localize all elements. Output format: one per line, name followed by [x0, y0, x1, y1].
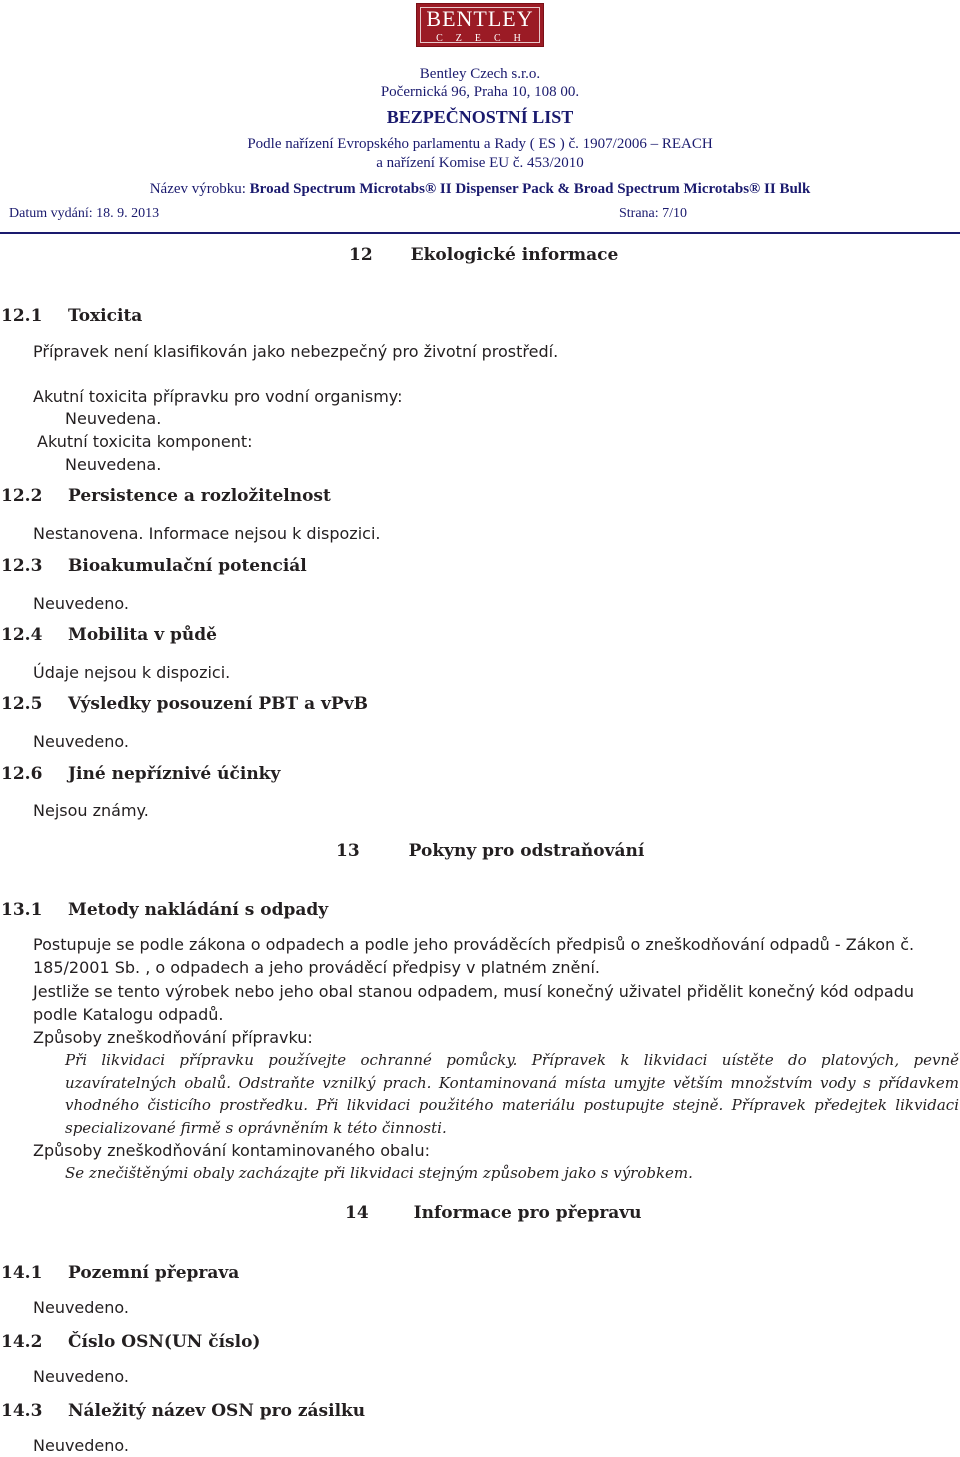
subsection-12-1-heading — [1, 306, 143, 326]
other-effects-text: Nejsou známy. — [33, 801, 149, 820]
bentley-logo — [416, 3, 544, 47]
header-divider — [0, 232, 960, 234]
product-name: Broad Spectrum Microtabs® II Dispenser Pack & Broad Spectrum Microtabs® II Bulk — [249, 181, 811, 197]
subsection-12-4-heading — [1, 625, 217, 645]
subsection-title: Metody nakládání s odpady — [68, 900, 329, 920]
subsection-title: Persistence a rozložitelnost — [68, 486, 331, 506]
section-13-title: Pokyny pro odstraňování — [408, 841, 645, 861]
un-number-text: Neuvedeno. — [33, 1367, 129, 1386]
subsection-title: Mobilita v půdě — [68, 625, 217, 645]
page-number: Strana: 7/10 — [619, 206, 688, 221]
section-12-title: Ekologické informace — [410, 245, 619, 265]
subsection-number: 13.1 — [1, 900, 43, 920]
disposal-law-paragraph: Postupuje se podle zákona o odpadech a podle jeho prováděcích předpisů o zneškodňování odpadů - Zákon č. 185/2001 Sb. , o odpadech a jeho prováděcí předpisy v platném znění. — [33, 935, 915, 977]
product-disposal-label: Způsoby zneškodňování přípravku: — [33, 1028, 313, 1047]
subsection-title: Náležitý název OSN pro zásilku — [68, 1401, 366, 1421]
mobility-text: Údaje nejsou k dispozici. — [33, 663, 231, 682]
acute-toxicity-aquatic-value: Neuvedena. — [65, 409, 162, 428]
subsection-12-6-heading — [1, 764, 281, 784]
company-name: Bentley Czech s.r.o. — [419, 66, 541, 82]
subsection-12-2-heading — [1, 486, 331, 506]
subsection-14-2-heading — [1, 1332, 261, 1352]
issue-date: Datum vydání: 18. 9. 2013 — [9, 206, 160, 221]
packaging-disposal-label: Způsoby zneškodňování kontaminovaného obalu: — [33, 1141, 430, 1160]
section-14-title: Informace pro přepravu — [413, 1203, 642, 1223]
subsection-14-1-heading — [1, 1263, 240, 1283]
subsection-number: 12.2 — [1, 486, 43, 506]
acute-toxicity-aquatic-label: Akutní toxicita přípravku pro vodní organismy: — [33, 387, 403, 406]
acute-toxicity-components-label: Akutní toxicita komponent: — [37, 432, 253, 451]
section-14-heading — [345, 1203, 642, 1223]
subsection-12-5-heading — [1, 694, 368, 714]
subsection-number: 14.3 — [1, 1401, 43, 1421]
subsection-title: Jiné nepříznivé účinky — [68, 764, 281, 784]
subsection-title: Výsledky posouzení PBT a vPvB — [68, 694, 368, 714]
subsection-title: Bioakumulační potenciál — [68, 556, 307, 576]
subsection-13-1-heading — [1, 900, 329, 920]
waste-code-paragraph: Jestliže se tento výrobek nebo jeho obal stanou odpadem, musí konečný uživatel přidělit konečný kód odpadu podle Katalogu odpadů. — [33, 982, 914, 1024]
subsection-number: 12.4 — [1, 625, 43, 645]
regulation-line-1: Podle nařízení Evropského parlamentu a Rady ( ES ) č. 1907/2006 – REACH — [247, 136, 713, 152]
subsection-number: 14.2 — [1, 1332, 43, 1352]
subsection-number: 12.3 — [1, 556, 43, 576]
document-title: BEZPEČNOSTNÍ LIST — [386, 107, 574, 127]
subsection-title: Pozemní přeprava — [68, 1263, 240, 1283]
company-address: Počernická 96, Praha 10, 108 00. — [380, 84, 580, 100]
subsection-number: 12.5 — [1, 694, 43, 714]
section-12-heading — [349, 245, 618, 265]
land-transport-text: Neuvedeno. — [33, 1298, 129, 1317]
logo-subtitle: CZECH — [436, 33, 534, 44]
product-disposal-text: Při likvidaci přípravku používejte ochranné pomůcky. Přípravek k likvidaci uístěte do platových, pevně uzavíratelných obalů. Odstraňte vznilký prach. Kontaminovaná místa umyjte větším množstvím vody s přídavkem vhodného čisticího prostředku. Při likvidaci použitého materiálu postupujte stejně. Přípravek předejtek likvidaci specializované firmě s oprávněním k této činnosti. — [65, 1051, 959, 1137]
packaging-disposal-text: Se znečištěnými obaly zacházajte při likvidaci stejným způsobem jako s výrobkem. — [65, 1164, 693, 1182]
toxicity-text: Přípravek není klasifikován jako nebezpečný pro životní prostředí. — [33, 342, 559, 361]
subsection-title: Toxicita — [68, 306, 143, 326]
section-13-heading — [336, 841, 644, 861]
product-label: Název výrobku: — [149, 181, 246, 197]
acute-toxicity-components-value: Neuvedena. — [65, 455, 162, 474]
subsection-number: 12.6 — [1, 764, 43, 784]
pbt-text: Neuvedeno. — [33, 732, 129, 751]
subsection-title: Číslo OSN(UN číslo) — [68, 1332, 261, 1352]
subsection-number: 12.1 — [1, 306, 43, 326]
section-13-number: 13 — [336, 841, 360, 861]
subsection-12-3-heading — [1, 556, 307, 576]
regulation-line-2: a nařízení Komise EU č. 453/2010 — [376, 155, 584, 171]
subsection-14-3-heading — [1, 1401, 366, 1421]
shipping-name-text: Neuvedeno. — [33, 1436, 129, 1455]
section-14-number: 14 — [345, 1203, 369, 1223]
subsection-number: 14.1 — [1, 1263, 43, 1283]
bioaccumulation-text: Neuvedeno. — [33, 594, 129, 613]
persistence-text: Nestanovena. Informace nejsou k dispozici. — [33, 524, 381, 543]
logo-brand: BENTLEY — [426, 6, 534, 31]
section-12-number: 12 — [349, 245, 373, 265]
product-line — [0, 181, 960, 198]
